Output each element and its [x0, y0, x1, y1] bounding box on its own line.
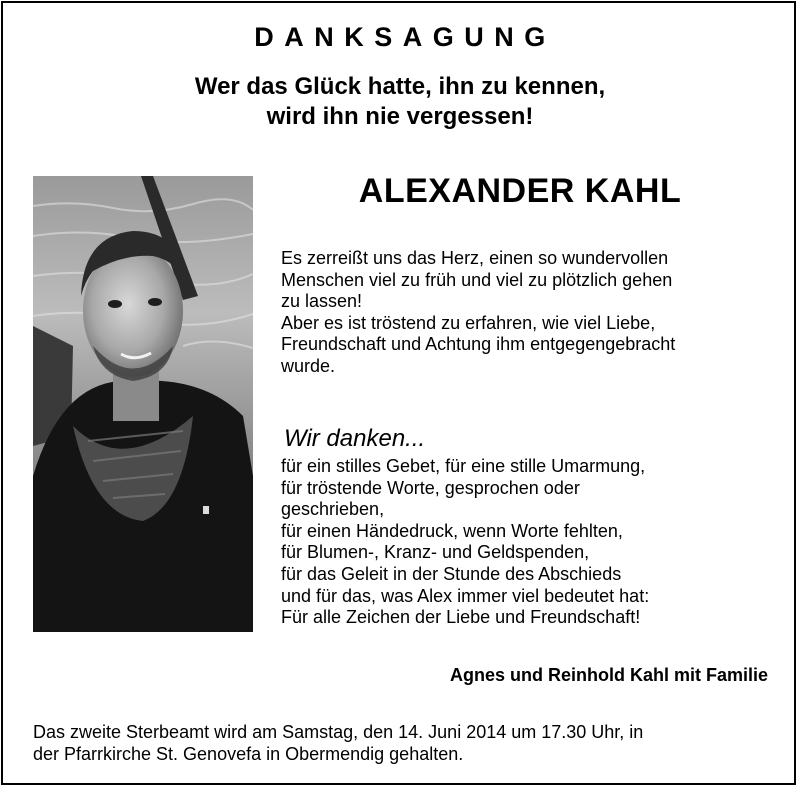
signature: Agnes und Reinhold Kahl mit Familie [449, 665, 768, 685]
notice-line: Das zweite Sterbeamt wird am Samstag, den 14. Juni 2014 um 17.30 Uhr, in [33, 722, 644, 742]
message-line: wurde. [281, 355, 336, 376]
service-notice [33, 722, 773, 765]
portrait-photo [33, 176, 253, 632]
thanks-line: für ein stilles Gebet, für eine stille Umarmung, [281, 456, 646, 476]
thanks-line: für tröstende Worte, gesprochen oder [281, 477, 580, 498]
motto-line: wird ihn nie vergessen! [266, 103, 534, 130]
heading: DANKSAGUNG [254, 22, 556, 52]
thanks-list [281, 456, 751, 629]
thanks-line: Für alle Zeichen der Liebe und Freundschaft! [281, 607, 641, 628]
thanks-line: und für das, was Alex immer viel bedeutet hat: [281, 585, 650, 606]
notice-line: der Pfarrkirche St. Genovefa in Obermendig gehalten. [33, 743, 464, 764]
thanks-title: Wir danken... [284, 425, 426, 452]
thanks-line: geschrieben, [281, 499, 385, 520]
message-line: zu lassen! [281, 291, 363, 311]
thanks-line: für einen Händedruck, wenn Worte fehlten, [281, 520, 623, 541]
deceased-name: ALEXANDER KAHL [358, 172, 682, 210]
motto [0, 72, 800, 132]
motto-line: Wer das Glück hatte, ihn zu kennen, [194, 73, 606, 100]
condolence-message [281, 248, 751, 377]
thanks-line: für das Geleit in der Stunde des Abschieds [281, 563, 622, 584]
message-line: Menschen viel zu früh und viel zu plötzlich gehen [281, 269, 673, 290]
message-line: Aber es ist tröstend zu erfahren, wie viel Liebe, [281, 312, 656, 333]
message-line: Freundschaft und Achtung ihm entgegengebracht [281, 334, 676, 354]
thanks-line: für Blumen-, Kranz- und Geldspenden, [281, 542, 590, 563]
message-line: Es zerreißt uns das Herz, einen so wundervollen [281, 248, 669, 268]
